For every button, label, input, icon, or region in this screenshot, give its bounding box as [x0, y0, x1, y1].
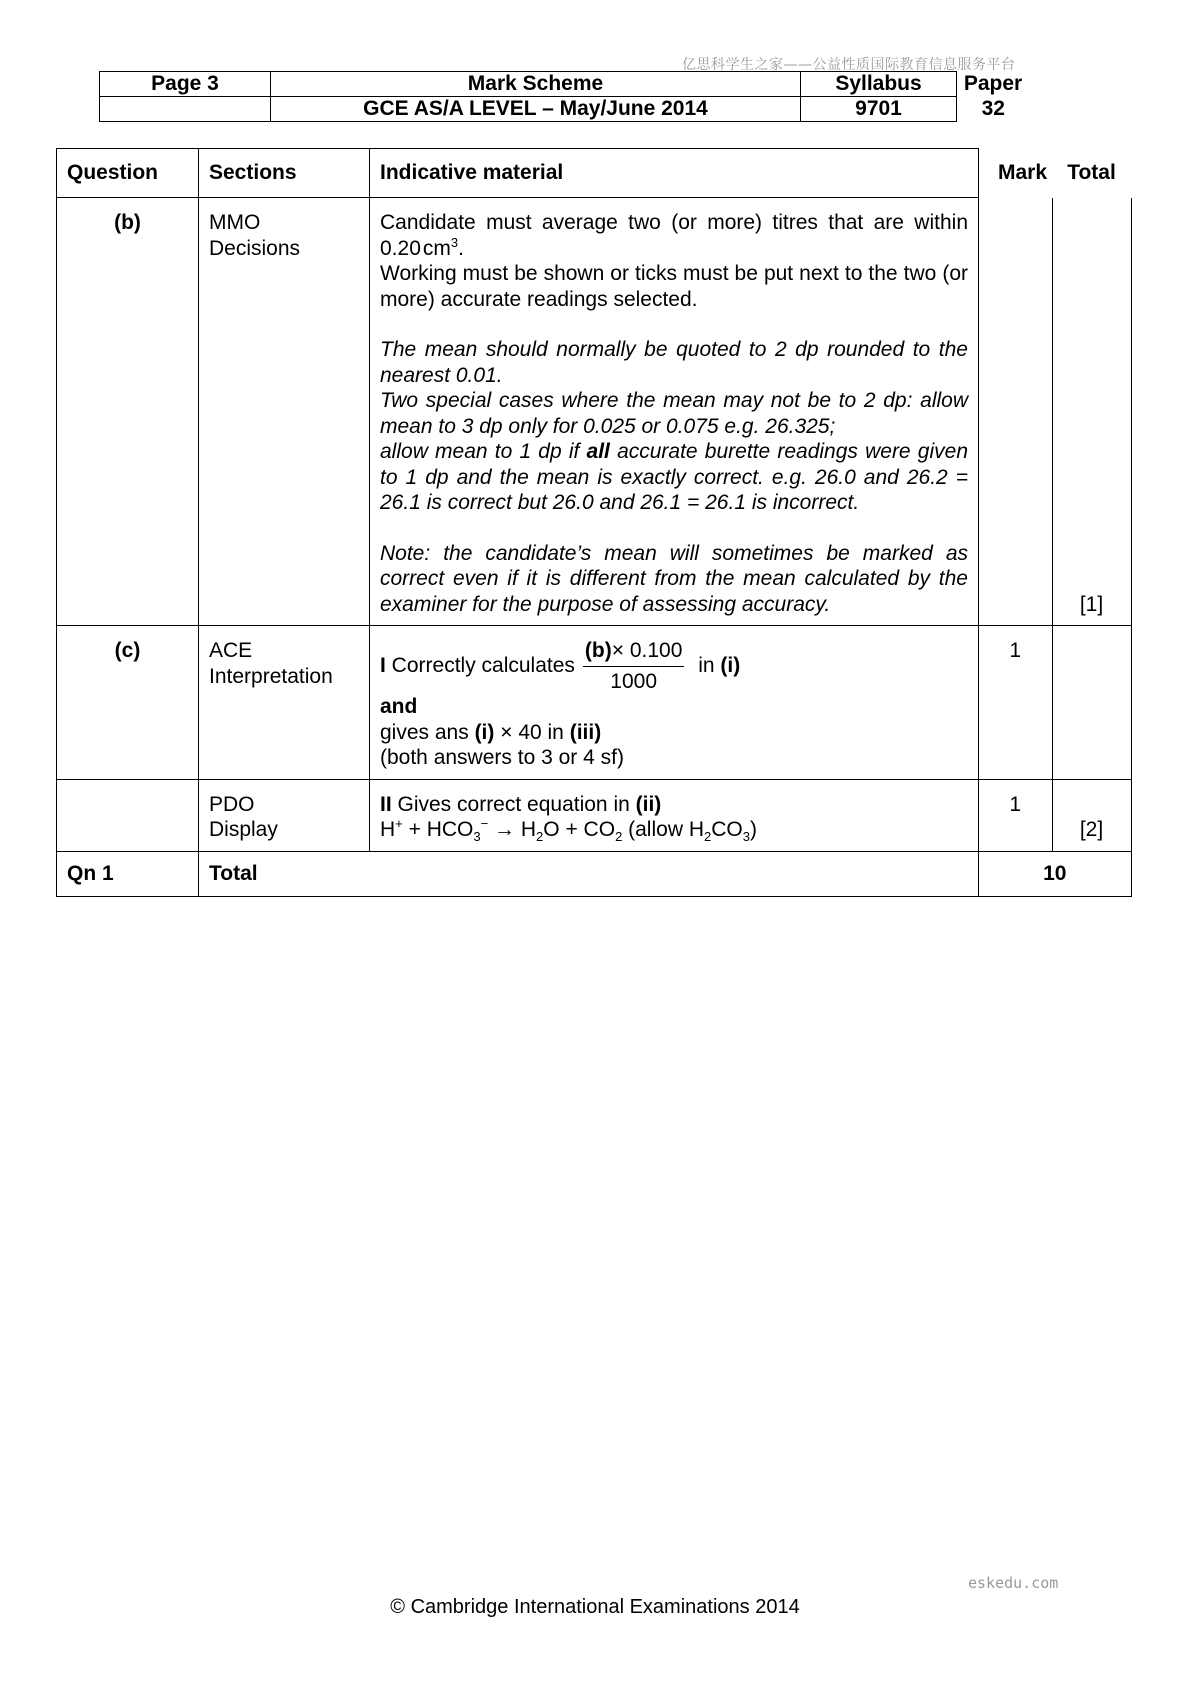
text-line: Working must be shown or ticks must be put next to the two (or more) accurate readings selected. — [380, 262, 968, 311]
question-label: (c) — [57, 626, 199, 780]
section-cell — [199, 779, 370, 851]
header-table — [99, 71, 1030, 122]
footer-copyright: © Cambridge International Examinations 2014 — [390, 1596, 800, 1618]
column-sections: Sections — [199, 149, 370, 198]
total-question-label: Qn 1 — [57, 851, 199, 896]
italic-line: The mean should normally be quoted to 2 dp rounded to the nearest 0.01. — [380, 338, 968, 387]
italic-line: allow mean to 1 dp if all accurate burette readings were given to 1 dp and the mean is exactly correct. e.g. 26.0 and 26.2 = 26.1 is correct but 26.0 and 26.1 = 26.1 is incorrect. — [380, 440, 968, 514]
section-name: ACE — [209, 639, 253, 662]
watermark-bottom: eskedu.com — [968, 1574, 1059, 1592]
mark-cell — [979, 198, 1053, 626]
table-row-d — [57, 779, 1132, 851]
section-sub: Display — [209, 818, 278, 841]
and-line: and — [380, 695, 418, 718]
header-paper-label: Paper — [963, 72, 1023, 95]
column-question: Question — [57, 149, 199, 198]
text-line: Candidate must average two (or more) titres that are within $0.20cm^3$. — [380, 211, 968, 260]
indicative-cell — [370, 198, 979, 626]
watermark-top: 亿思科学生之家——公益性质国际教育信息服务平台 — [682, 57, 1016, 73]
header-syllabus: 9701 — [801, 97, 957, 122]
section-name: PDO — [209, 792, 255, 816]
table-row-total — [57, 851, 1132, 896]
question-label: (b) — [57, 198, 199, 626]
total-cell: [1] — [1052, 198, 1131, 626]
mark-cell: 1 — [979, 626, 1053, 780]
mark-cell: 1 — [979, 779, 1053, 851]
section-name: MMO — [209, 211, 261, 234]
total-cell — [1052, 626, 1131, 780]
header-syllabus-label: Syllabus — [801, 72, 957, 97]
header-empty-cell — [100, 97, 271, 122]
column-total: Total — [1067, 161, 1116, 185]
section-sub: Decisions — [209, 236, 301, 260]
section-sub: Interpretation — [209, 664, 333, 688]
table-row-c — [57, 626, 1132, 780]
fraction: $\frac{(b)\times 0.100}{1000}$ — [584, 639, 683, 693]
total-value: 10 — [979, 851, 1132, 896]
header-exam: GCE AS/A LEVEL – May/June 2014 — [271, 97, 801, 122]
header-paper: 32 — [981, 97, 1005, 120]
indicative-cell — [370, 626, 979, 780]
text-line: II Gives correct equation in (ii) — [380, 792, 662, 816]
column-header-row — [57, 149, 1132, 198]
formula-line: I Correctly calculates $\frac{(b)\times 0.100}{1000}$ in (i) — [380, 639, 741, 693]
question-label — [57, 779, 199, 851]
column-mark: Mark — [997, 161, 1048, 185]
header-title: Mark Scheme — [271, 72, 801, 97]
mark-scheme-table — [56, 148, 1132, 897]
italic-line: Two special cases where the mean may not be to 2 dp: allow mean to 3 dp only for 0.025 or 0.075 e.g. 26.325; — [380, 389, 968, 438]
indicative-cell — [370, 779, 979, 851]
total-cell: [2] — [1052, 779, 1131, 851]
section-cell — [199, 198, 370, 626]
text-line: gives ans (i) × 40 in (iii) — [380, 720, 602, 744]
column-indicative: Indicative material — [370, 149, 979, 198]
italic-line: Note: the candidate’s mean will sometimes be marked as correct even if it is different from the mean calculated by the examiner for the purpose of assessing accuracy. — [380, 541, 968, 616]
text-line: (both answers to 3 or 4 sf) — [380, 746, 624, 769]
section-cell — [199, 626, 370, 780]
header-page: Page 3 — [100, 72, 271, 97]
total-label: Total — [199, 851, 979, 896]
table-row-b — [57, 198, 1132, 626]
equation-line: $H^+ + HCO_3^- \to H_2O + CO_2$ (allow $H_2CO_3$) — [380, 816, 757, 845]
